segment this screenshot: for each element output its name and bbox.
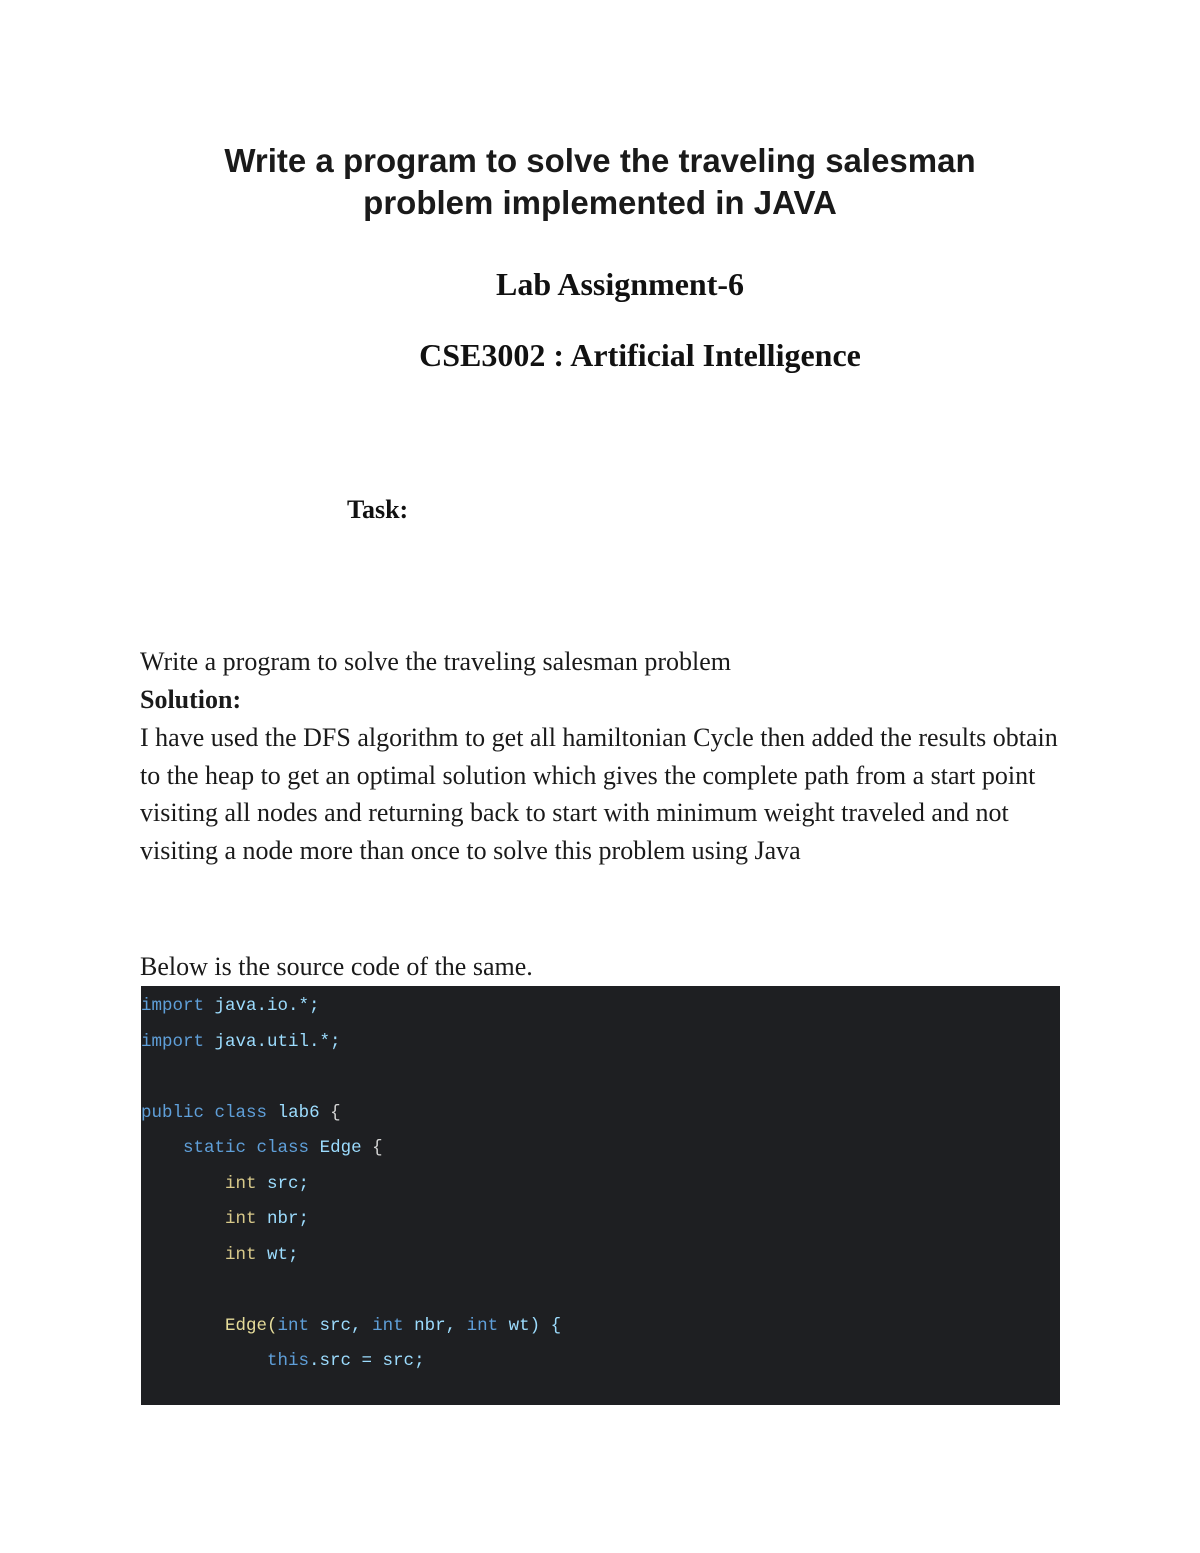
code-identifier: lab6 — [277, 1102, 320, 1123]
code-punctuation: { — [372, 1138, 383, 1158]
code-type: int — [225, 1209, 257, 1229]
code-line-blank — [141, 1273, 1060, 1309]
code-line-blank — [141, 1060, 1060, 1096]
code-keyword: import — [141, 996, 205, 1016]
code-keyword: this — [267, 1351, 310, 1371]
code-line — [141, 1131, 1060, 1167]
code-line — [141, 1309, 1060, 1345]
code-identifier: wt; — [267, 1244, 299, 1265]
code-keyword: class — [214, 1102, 268, 1123]
solution-label: Solution: — [140, 685, 242, 714]
code-identifier: wt) { — [498, 1315, 562, 1336]
code-identifier: src; — [267, 1173, 310, 1194]
code-keyword: import — [141, 1031, 205, 1052]
code-line — [141, 1238, 1060, 1274]
code-type: int — [466, 1315, 499, 1336]
lab-assignment-heading: Lab Assignment-6 — [495, 266, 745, 302]
code-keyword: class — [256, 1138, 310, 1158]
code-line — [141, 989, 1060, 1025]
code-text: java.io.*; — [204, 996, 320, 1016]
document-title — [100, 140, 1100, 224]
code-type: int — [372, 1315, 404, 1336]
code-type: int — [225, 1173, 257, 1194]
code-block — [141, 986, 1060, 1405]
title-line-1: Write a program to solve the traveling salesman — [224, 142, 976, 179]
course-heading: CSE3002 : Artificial Intelligence — [419, 337, 861, 373]
code-identifier: .src = src; — [309, 1351, 425, 1371]
code-type: int — [225, 1244, 257, 1265]
solution-paragraph: I have used the DFS algorithm to get all hamiltonian Cycle then added the results obtain to the heap to get an optimal solution which gives the complete path from a start point visiting all nodes and returning back to start with minimum weight traveled and not visiting a node more than once to solve this problem using Java — [140, 723, 1058, 865]
code-line — [141, 1202, 1060, 1238]
code-line — [141, 1344, 1060, 1380]
code-punctuation: { — [330, 1102, 341, 1123]
code-line — [141, 1025, 1060, 1061]
code-identifier: Edge — [319, 1138, 362, 1158]
task-label: Task: — [347, 495, 409, 524]
code-function: Edge( — [225, 1315, 278, 1336]
code-keyword: static — [183, 1138, 247, 1158]
code-line — [141, 1167, 1060, 1203]
title-line-2: problem implemented in JAVA — [363, 184, 837, 221]
source-code-intro: Below is the source code of the same. — [140, 952, 533, 981]
code-text: java.util.*; — [204, 1031, 341, 1052]
code-type: int — [277, 1315, 310, 1336]
code-identifier: nbr; — [267, 1209, 310, 1229]
code-line — [141, 1096, 1060, 1132]
task-question: Write a program to solve the traveling salesman problem — [140, 647, 731, 676]
code-identifier: src, — [309, 1315, 373, 1336]
code-keyword: public — [141, 1102, 205, 1123]
code-identifier: nbr, — [403, 1315, 467, 1336]
